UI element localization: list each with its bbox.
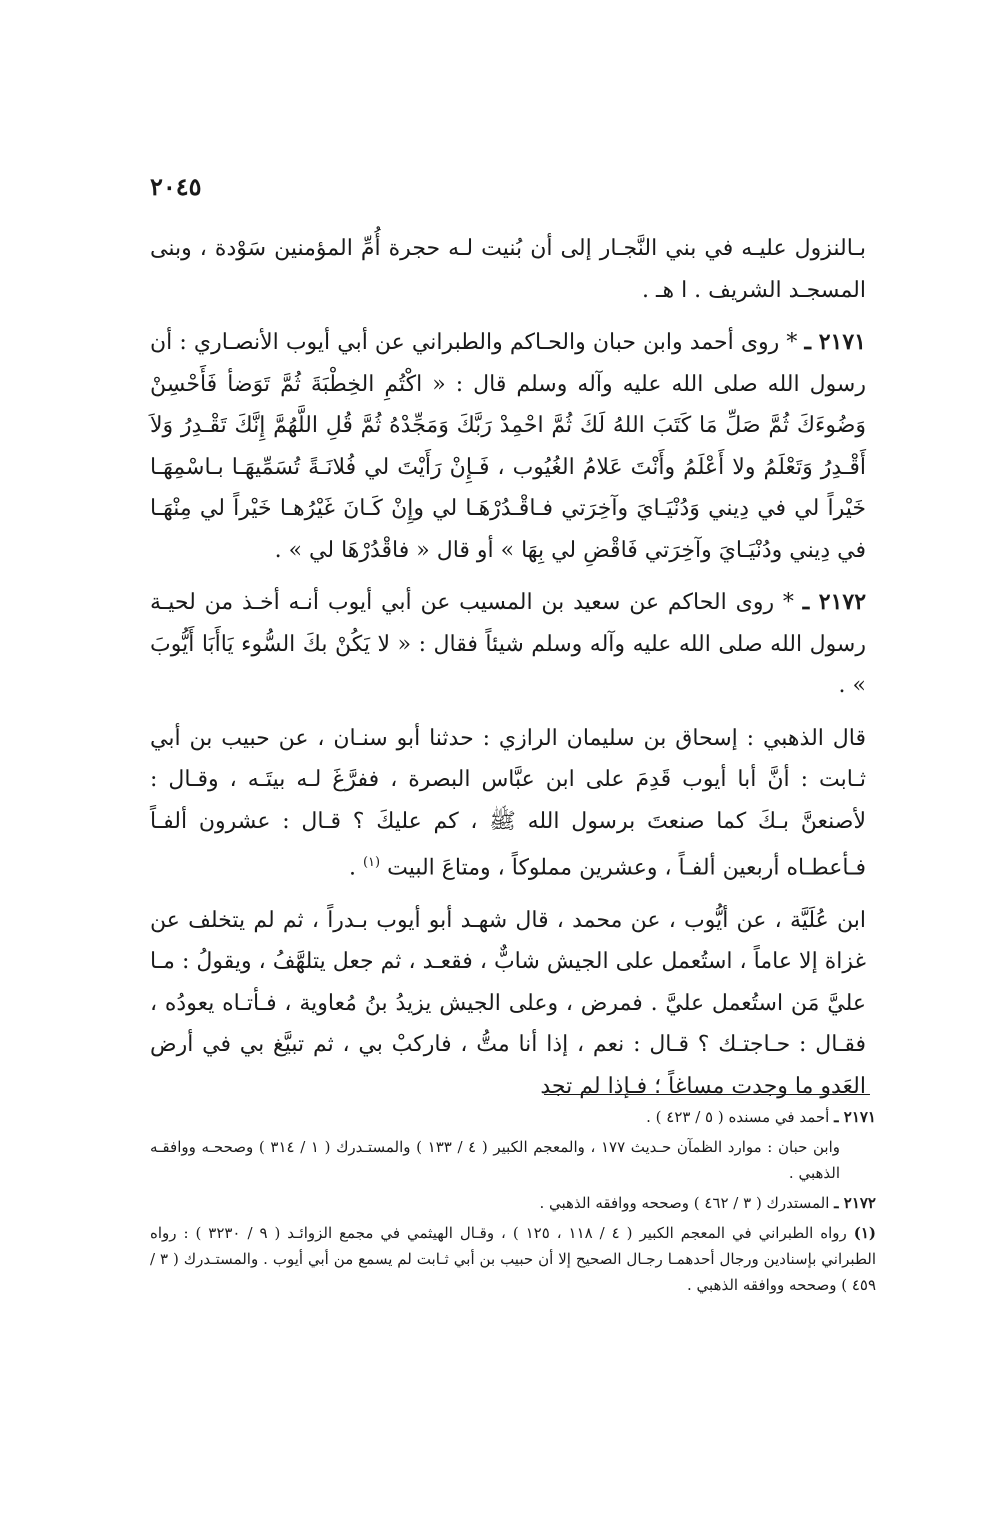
paragraph-text: * روى أحمد وابن حبان والحـاكم والطبراني عن أبي أيوب الأنصـاري : أن رسول الله صلى الله عليه وآله وسلم قال : « اكْتُمِ الخِطْبَةَ ثُمَّ تَوَضأ فَأَحْسِنْ وَضُوءَكَ ثُمَّ صَلِّ مَا كَتَبَ اللهُ لَكَ ثُمَّ احْمِدْ رَبَّكَ وَمَجِّدْهُ ثُمَّ قُلِ اللَّهُمَّ إِنَّكَ تَقْـدِرُ وَلاَ أَقْـدِرُ وَتَعْلَمُ ولا أَعْلَمُ وأَنْتَ عَلامُ الغُيُوب ، فَـإِنْ رَأَيْتَ لي فُلانَـةً تُسَمِّيهَـا بـاسْمِهَـا خَيْراً لي في دِيني وَدُنْيَـايَ وآخِرَتي فـاقْـدُرْهَـا لي وإِنْ كَـانَ غَيْرُهـا خَيْراً لي مِنْهَـا في دِيني ودُنْيَـايَ وآخِرَتي فَاقْضِ لي بِهَا » أو قال « فاقْدُرْهَا لي » .: [150, 330, 866, 563]
footnote-separator: [544, 1094, 870, 1095]
paragraph-text: قال الذهبي : إسحاق بن سليمان الرازي : حدثنا أبو سنـان ، عن حبيب بن أبي ثـابت : أنَّ أبا أيوب قَدِمَ على ابن عبَّاس البصرة ، ففرَّغَ لـه بيتَـه ، وقـال : لأصنعنَّ بـكَ كما صنعتَ برسول الله ﷺ ، كم عليكَ ؟ قـال : عشرون ألفـاً فـأعطـاه أربعين ألفـاً ، وعشرين مملوكاً ، ومتاعَ البيت: [150, 725, 866, 881]
footnote-reference[interactable]: (١): [362, 855, 381, 870]
paragraph-text: * روى الحاكم عن سعيد بن المسيب عن أبي أيوب أنـه أخـذ من لحيـة رسول الله صلى الله عليه وآله وسلم شيئاً فقال : « لا يَكُنْ بكَ السُّوء يَاأَبَا أَيُّوبَ » .: [150, 590, 866, 698]
footnote-2171: [150, 1104, 876, 1130]
paragraph-tail: .: [348, 855, 363, 881]
paragraph-text: ابن عُلَيَّة ، عن أيُّوب ، عن محمد ، قال شهـد أبو أيوب بـدراً ، ثم لم يتخلف عن غزاة إلا عاماً ، استُعمل على الجيش شابٌّ ، فقعـد ، ثم جعل يتلهَّفُ ، ويقولُ : مـا عليَّ مَن استُعمل عليَّ . فمرض ، وعلى الجيش يزيدُ بنُ مُعاوية ، فـأتـاه يعودُه ، فقـال : حـاجتـك ؟ قـال : نعم ، إذا أنا متُّ ، فاركبْ بي ، ثم تبيَّغ بي في أرض العَدو ما وجدت مساغاً ؛ فـإذا لم تجد: [150, 907, 866, 1099]
page-number: ٢٠٤٥: [150, 172, 202, 201]
footnote-text: المستدرك ( ٣ / ٤٦٢ ) وصححه ووافقه الذهبي .: [539, 1194, 830, 1212]
hadith-number: ٢١٧١ ـ: [804, 329, 866, 355]
hadith-2172: [150, 582, 866, 707]
footnote-2172: [150, 1190, 876, 1216]
footnote-number: ٢١٧١ ـ: [834, 1108, 876, 1126]
footnote-text: أحمد في مسنده ( ٥ / ٤٢٣ ) .: [646, 1108, 830, 1126]
footnote-number: ٢١٧٢ ـ: [834, 1194, 876, 1212]
paragraph-text: بـالنزول عليـه في بني النَّجـار إلى أن بُنيت لـه حجرة أُمِّ المؤمنين سَوْدة ، وبنى المسجـد الشريف . ا هـ .: [150, 236, 866, 303]
paragraph-continuation: [150, 228, 866, 311]
ibn-ulayya-narration: [150, 900, 866, 1108]
footnotes: [150, 1104, 876, 1302]
hadith-number: ٢١٧٢ ـ: [802, 589, 867, 615]
footnote-number: (١): [853, 1224, 877, 1242]
dhahabi-narration: [150, 718, 866, 889]
hadith-2171: [150, 322, 866, 571]
footnote-text: وابن حبان : موارد الظمآن حـديث ١٧٧ ، والمعجم الكبير ( ٤ / ١٣٣ ) والمستـدرك ( ١ / ٣١٤ ) وصححـه ووافقـه الذهبي .: [150, 1138, 841, 1182]
footnote-2171-continued: [150, 1134, 876, 1186]
footnote-1: [150, 1220, 876, 1298]
footnote-text: رواه الطبراني في المعجم الكبير ( ٤ / ١١٨ ، ١٢٥ ) ، وقـال الهيثمي في مجمع الزوائـد ( ٩ / ٣٢٣٠ ) : رواه الطبراني بإسنادين ورجال أحدهمـا رجـال الصحيح إلا أن حبيب بن أبي ثـابت لم يسمع من أبي أيوب . والمستـدرك ( ٣ / ٤٥٩ ) وصححه ووافقه الذهبي .: [150, 1224, 876, 1294]
main-text: [150, 228, 866, 1118]
